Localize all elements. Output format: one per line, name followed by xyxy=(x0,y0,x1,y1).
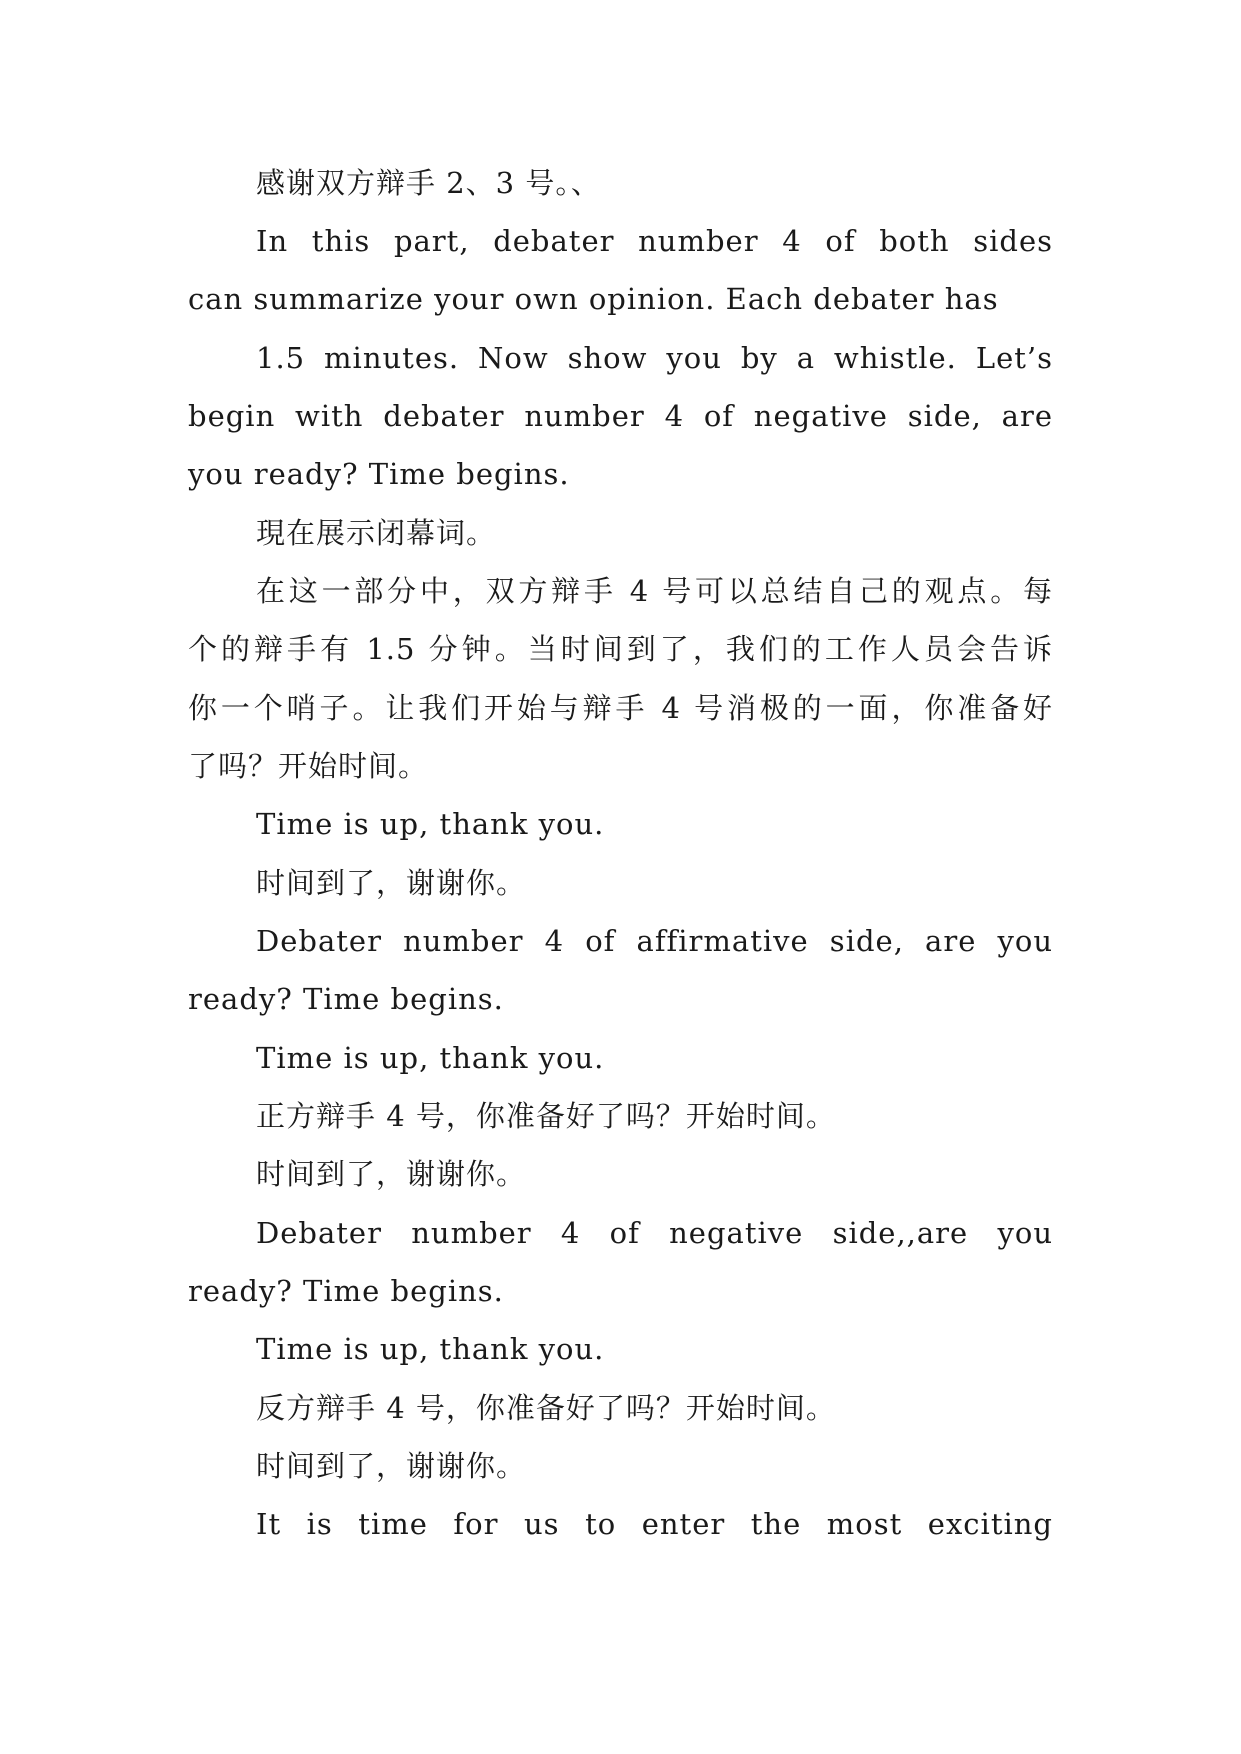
text-line: ready? Time begins. xyxy=(188,982,504,1016)
text-line: Time is up, thank you. xyxy=(256,1332,605,1366)
text-line: In this part, debater number 4 of both sides xyxy=(256,224,1053,258)
text-line: begin with debater number 4 of negative side, are xyxy=(188,399,1053,433)
text-line: 了吗？开始时间。 xyxy=(188,749,429,783)
text-line: 正方辩手 4 号，你准备好了吗？开始时间。 xyxy=(256,1099,836,1133)
text-line: 現在展示闭幕词。 xyxy=(256,516,497,550)
text-line: 反方辩手 4 号，你准备好了吗？开始时间。 xyxy=(256,1391,836,1425)
text-line: 感谢双方辩手 2、3 号。、 xyxy=(256,166,601,200)
text-line: 个的辩手有 1.5 分钟。当时间到了，我们的工作人员会告诉 xyxy=(188,632,1053,666)
text-line: can summarize your own opinion. Each debater has xyxy=(188,282,999,316)
text-line: 时间到了，谢谢你。 xyxy=(256,1157,527,1191)
text-line: It is time for us to enter the most exciting xyxy=(256,1507,1053,1541)
text-line: Time is up, thank you. xyxy=(256,1041,605,1075)
text-line: 在这一部分中，双方辩手 4 号可以总结自己的观点。每 xyxy=(256,574,1053,608)
text-line: ready? Time begins. xyxy=(188,1274,504,1308)
text-line: Time is up, thank you. xyxy=(256,807,605,841)
text-line: Debater number 4 of negative side,,are you xyxy=(256,1216,1053,1250)
text-line: Debater number 4 of affirmative side, are you xyxy=(256,924,1053,958)
text-line: 时间到了，谢谢你。 xyxy=(256,1449,527,1483)
text-line: 时间到了，谢谢你。 xyxy=(256,866,527,900)
text-line: 1.5 minutes. Now show you by a whistle. Let’s xyxy=(256,341,1053,375)
text-line: 你一个哨子。让我们开始与辩手 4 号消极的一面，你准备好 xyxy=(188,691,1053,725)
text-line: you ready? Time begins. xyxy=(188,457,570,491)
